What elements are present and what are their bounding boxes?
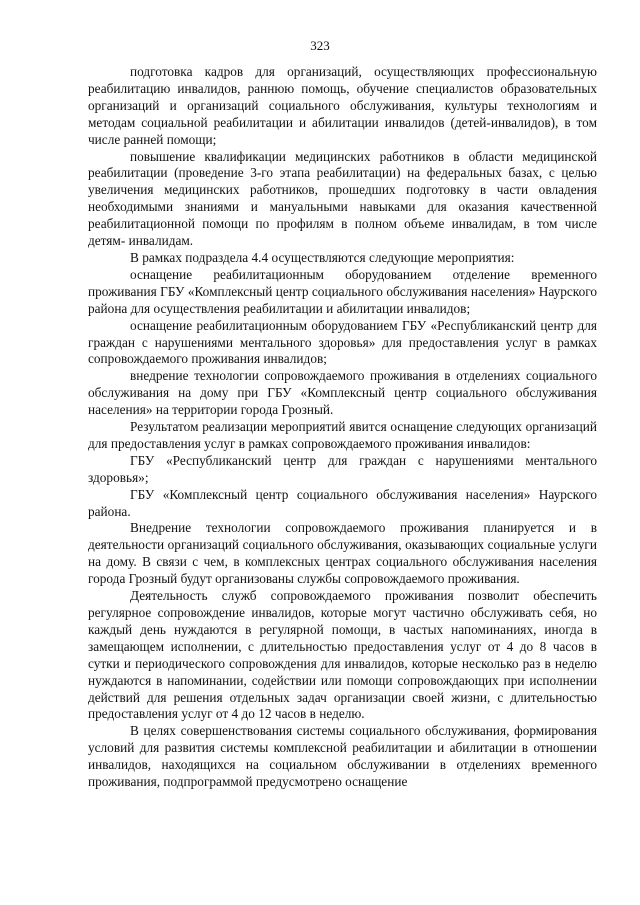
paragraph: Деятельность служб сопровождаемого проживания позволит обеспечить регулярное сопровождение инвалидов, которые могут частично обслуживать себя, но каждый день нуждаются в регулярной помощи, в частых напоминаниях, иногда в замещающем исполнении, с длительностью предоставления услуг от 4 до 8 часов в сутки и периодического сопровождения для инвалидов, которые несколько раз в неделю нуждаются в напоминании, содействии или помощи сопровождающих при исполнении действий для решения отдельных задач организации своей жизни, с длительностью предоставления услуг от 4 до 12 часов в неделю. xyxy=(88,588,597,722)
paragraph: В рамках подраздела 4.4 осуществляются следующие мероприятия: xyxy=(130,249,515,265)
paragraph: Результатом реализации мероприятий явится оснащение следующих организаций для предоставления услуг в рамках сопровождаемого проживания инвалидов: xyxy=(88,419,597,451)
document-body xyxy=(88,64,597,791)
paragraph: внедрение технологии сопровождаемого проживания в отделениях социального обслуживания на дому при ГБУ «Комплексный центр социального обслуживания населения» на территории города Грозный. xyxy=(88,368,597,418)
paragraph: подготовка кадров для организаций, осуществляющих профессиональную реабилитацию инвалидов, раннюю помощь, обучение специалистов образовательных организаций и организаций социального обслуживания, культуры технологиям и методам социальной реабилитации и абилитации инвалидов (детей-инвалидов), в том числе ранней помощи; xyxy=(88,64,597,147)
paragraph: повышение квалификации медицинских работников в области медицинской реабилитации (проведение 3-го этапа реабилитации) на федеральных базах, с целью увеличения медицинских работников, прошедших подготовку в части овладения необходимыми знаниями и мануальными навыками для оказания качественной реабилитационной помощи по профилям в полном объеме инвалидам, в том числе детям- инвалидам. xyxy=(88,148,597,249)
page-number: 323 xyxy=(310,38,330,53)
paragraph: оснащение реабилитационным оборудованием отделение временного проживания ГБУ «Комплексный центр социального обслуживания населения» Наурского района для осуществления реабилитации и абилитации инвалидов; xyxy=(88,266,597,316)
paragraph: ГБУ «Комплексный центр социального обслуживания населения» Наурского района. xyxy=(88,486,597,519)
paragraph: ГБУ «Республиканский центр для граждан с нарушениями ментального здоровья»; xyxy=(88,452,597,485)
paragraph: Внедрение технологии сопровождаемого проживания планируется и в деятельности организаций социального обслуживания, оказывающих социальные услуги на дому. В связи с чем, в комплексных центрах социального обслуживания населения города Грозный будут организованы службы сопровождаемого проживания. xyxy=(88,520,597,587)
paragraph: оснащение реабилитационным оборудованием ГБУ «Республиканский центр для граждан с нарушениями ментального здоровья» для предоставления услуг в рамках сопровождаемого проживания инвалидов; xyxy=(88,317,597,367)
paragraph: В целях совершенствования системы социального обслуживания, формирования условий для развития системы комплексной реабилитации и абилитации в отношении инвалидов, находящихся на социальном обслуживании в отделениях временного проживания, подпрограммой предусмотрено оснащение xyxy=(88,723,597,790)
